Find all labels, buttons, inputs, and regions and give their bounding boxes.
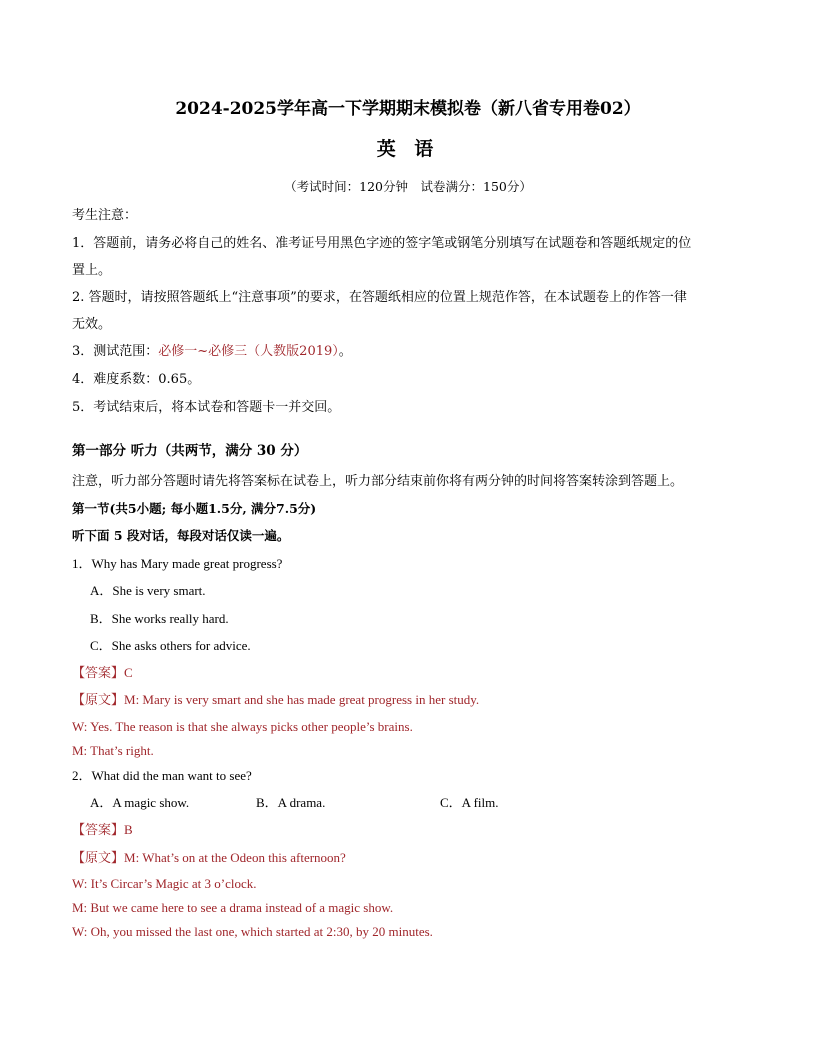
transcript-line: M: What’s on at the Odeon this afternoon? <box>124 850 346 865</box>
question-2-transcript-4: W: Oh, you missed the last one, which started at 2:30, by 20 minutes. <box>72 924 433 939</box>
answer-tag: 【答案】 <box>72 665 125 680</box>
notice-item-1: 1．答题前，请务必将自己的姓名、准考证号用黑色字迹的签字笔或钢笔分别填写在试题卷和答题纸规定的位 <box>72 236 692 251</box>
notice-item-3-suffix: 。 <box>338 344 352 359</box>
question-2-option-a: A．A magic show. <box>90 795 190 810</box>
notice-item-1-cont: 置上。 <box>72 263 112 278</box>
test-range: 必修一~必修三（人教版2019） <box>158 344 339 359</box>
notice-item-4: 4．难度系数：0.65。 <box>72 372 201 387</box>
answer-tag: 【答案】 <box>72 822 125 837</box>
question-2-stem: 2．What did the man want to see? <box>72 768 252 783</box>
notice-item-2-cont: 无效。 <box>72 317 112 332</box>
answer-value: C <box>124 665 133 680</box>
question-2-transcript-1 <box>72 850 346 866</box>
question-1-option-b: B．She works really hard. <box>90 611 229 626</box>
transcript-tag: 【原文】 <box>72 692 125 707</box>
question-2-transcript-2: W: It’s Circar’s Magic at 3 o’clock. <box>72 876 257 891</box>
question-1-transcript-1 <box>72 692 479 708</box>
question-1-answer <box>72 665 133 681</box>
question-2-transcript-3: M: But we came here to see a drama instead of a magic show. <box>72 900 394 915</box>
exam-title: 2024-2025学年高一下学期期末模拟卷（新八省专用卷02） <box>175 99 641 119</box>
question-1-stem: 1．Why has Mary made great progress? <box>72 556 283 571</box>
notice-item-2: 2. 答题时，请按照答题纸上“注意事项”的要求，在答题纸相应的位置上规范作答，在本试题卷上的作答一律 <box>72 290 687 305</box>
transcript-tag: 【原文】 <box>72 850 125 865</box>
answer-value: B <box>124 822 133 837</box>
transcript-line: M: Mary is very smart and she has made great progress in her study. <box>124 692 480 707</box>
notice-item-3-prefix: 3．测试范围： <box>72 344 159 359</box>
question-2-answer <box>72 822 133 838</box>
notice-heading: 考生注意： <box>72 208 138 223</box>
question-1-transcript-3: M: That’s right. <box>72 743 154 758</box>
listening-note: 注意，听力部分答题时请先将答案标在试卷上，听力部分结束前你将有两分钟的时间将答案转涂到答题上。 <box>72 474 684 489</box>
notice-item-3 <box>72 344 352 360</box>
part1-heading: 第一部分 听力（共两节，满分 30 分） <box>72 443 308 459</box>
section1-heading: 第一节(共5小题; 每小题1.5分, 满分7.5分) <box>72 501 317 516</box>
listening-instruction: 听下面 5 段对话，每段对话仅读一遍。 <box>72 528 290 543</box>
exam-info: （考试时间：120分钟 试卷满分：150分） <box>284 179 532 194</box>
question-1-option-c: C．She asks others for advice. <box>90 638 251 653</box>
question-2-option-c: C．A film. <box>440 795 499 810</box>
question-1-option-a: A．She is very smart. <box>90 583 206 598</box>
question-1-transcript-2: W: Yes. The reason is that she always picks other people’s brains. <box>72 719 413 734</box>
notice-item-5: 5．考试结束后，将本试卷和答题卡一并交回。 <box>72 400 341 415</box>
question-2-option-b: B．A drama. <box>256 795 326 810</box>
subject-title: 英 语 <box>376 138 440 160</box>
